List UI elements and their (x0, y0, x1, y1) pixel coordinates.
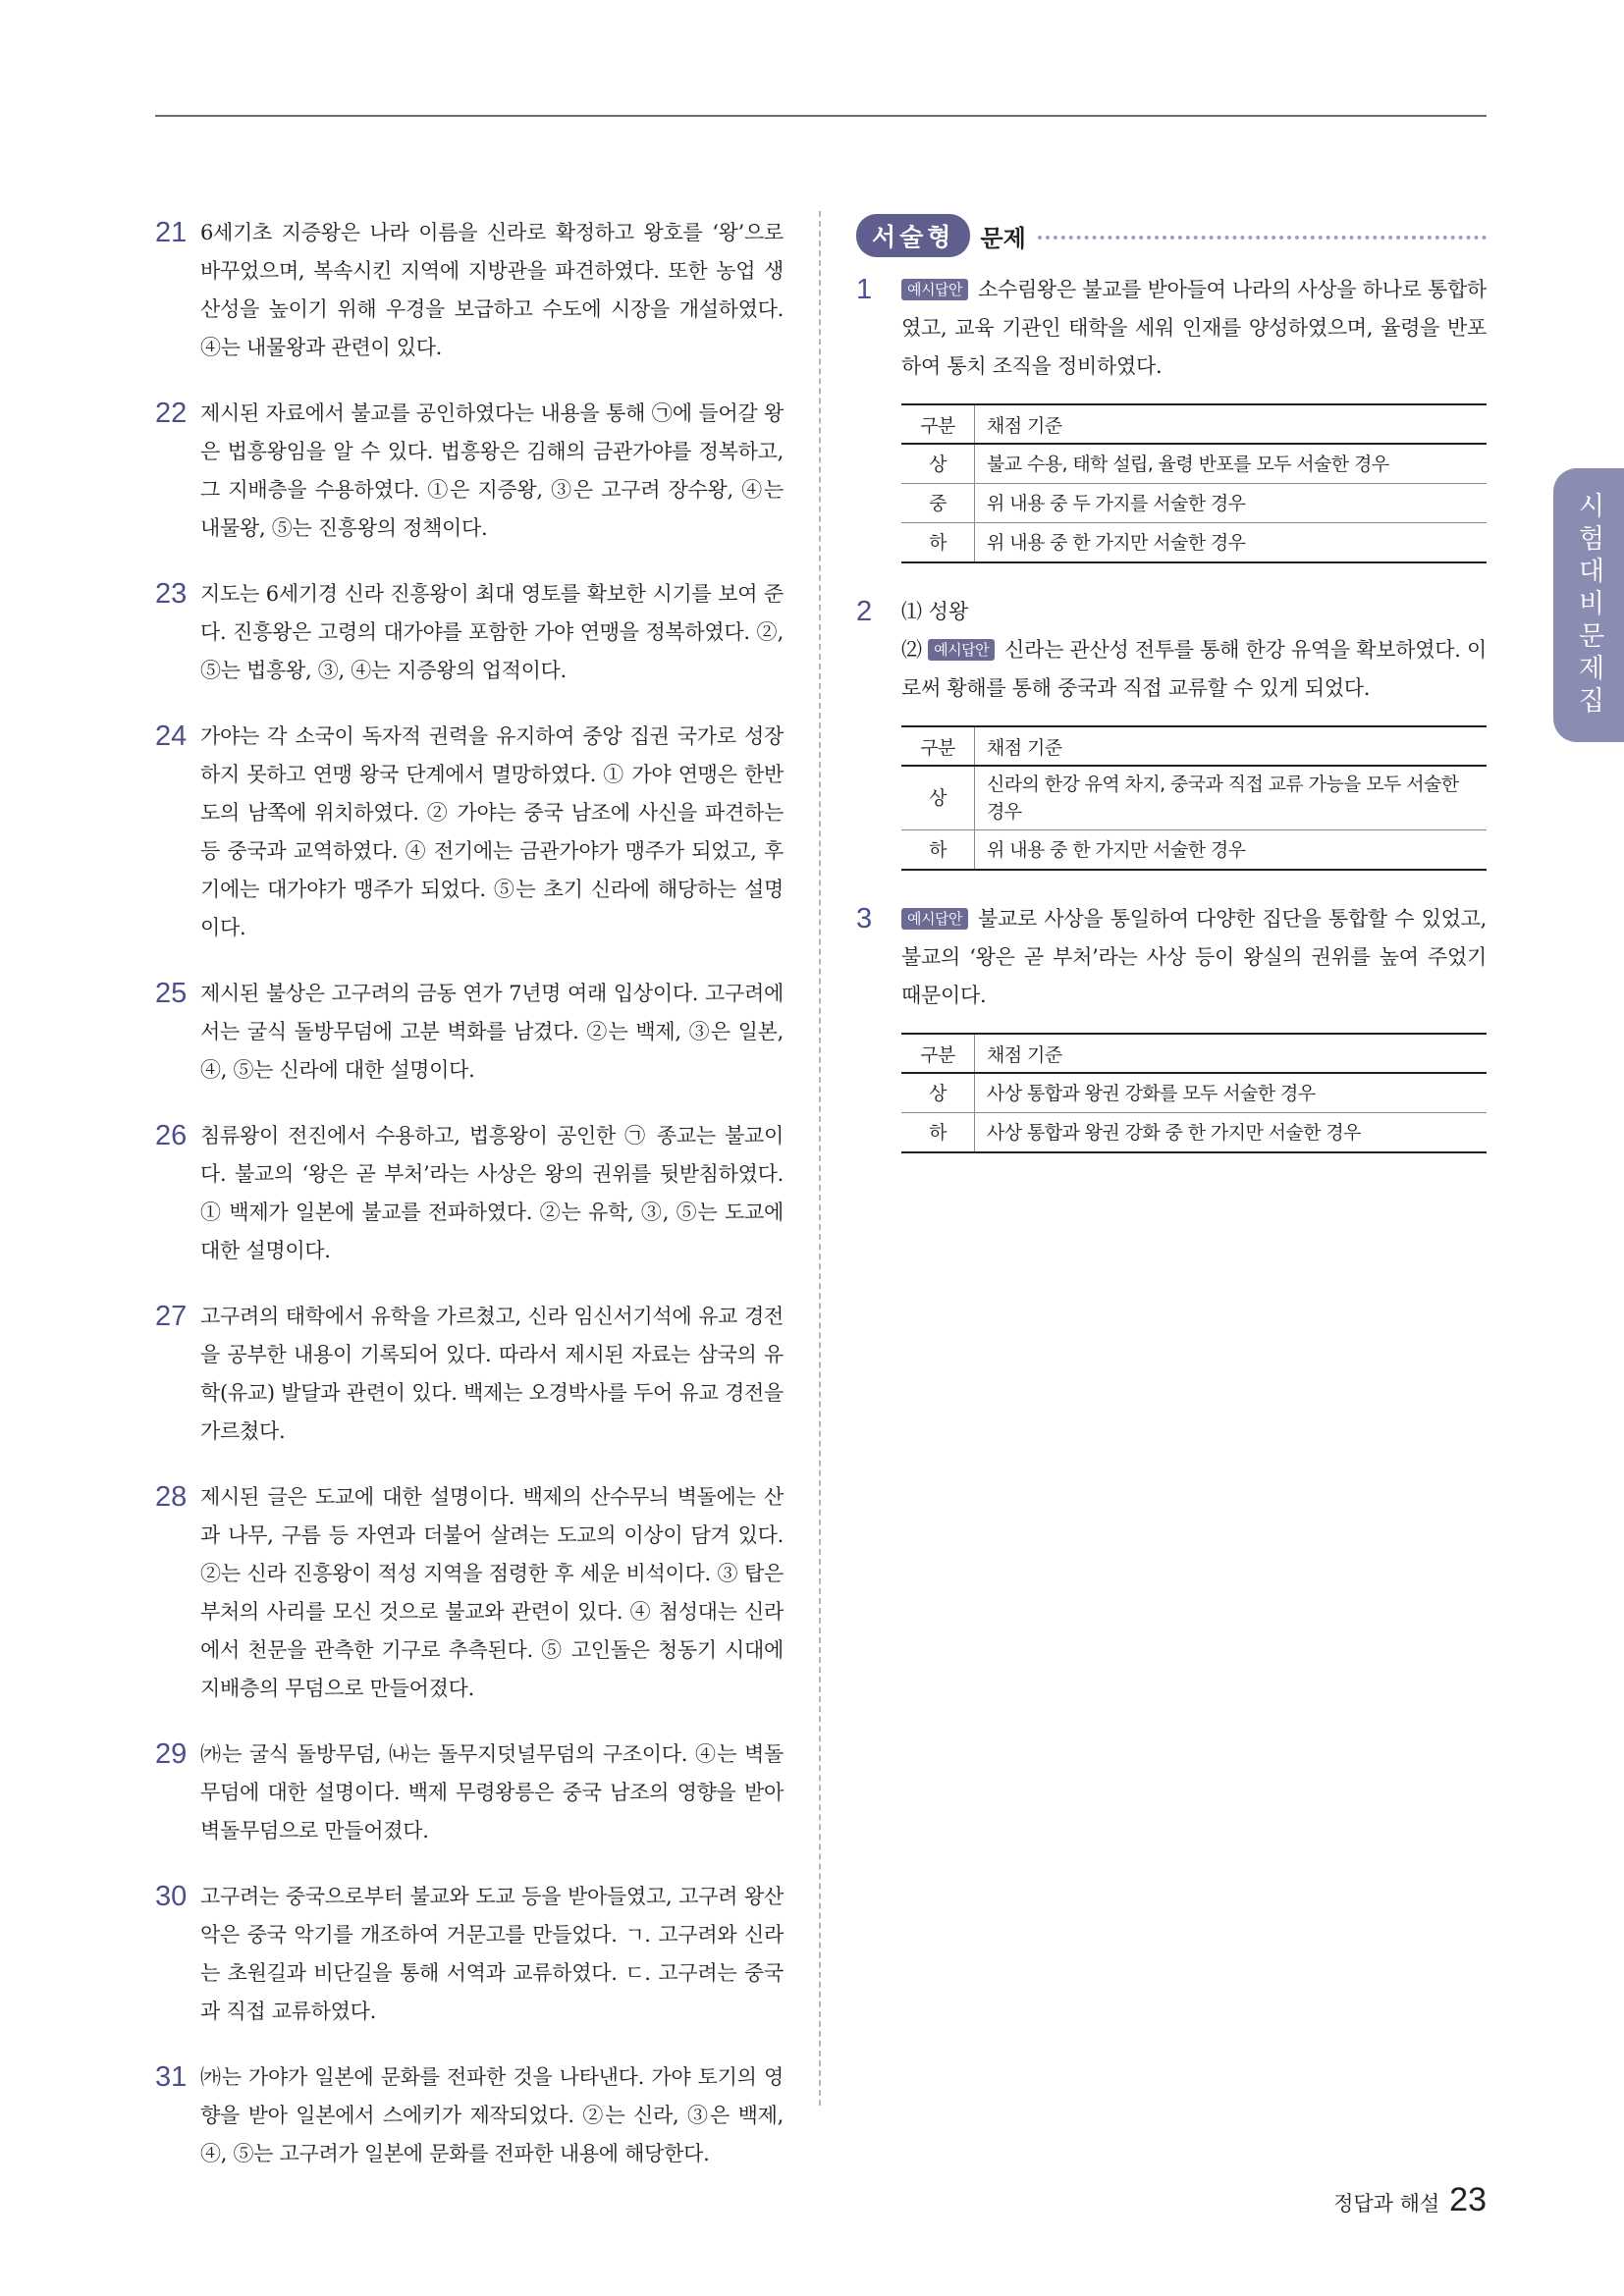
grade-cell: 상 (901, 1073, 975, 1113)
answer-number: 24 (155, 721, 188, 752)
column-divider (819, 211, 821, 2106)
answer-text: 고구려는 중국으로부터 불교와 도교 등을 받아들였고, 고구려 왕산악은 중국 악기를 개조하여 거문고를 만들었다. ㄱ. 고구려와 신라는 초원길과 비단길을 통해 서역과 교류하였다. ㄷ. 고구려는 중국과 직접 교류하였다. (200, 1885, 784, 2023)
question-number: 2 (856, 596, 873, 627)
grading-table (901, 1033, 1487, 1153)
answer-text: 제시된 자료에서 불교를 공인하였다는 내용을 통해 ㉠에 들어갈 왕은 법흥왕임을 알 수 있다. 법흥왕은 김해의 금관가야를 정복하고, 그 지배층을 수용하였다. ①은 지증왕, ③은 고구려 장수왕, ④는 내물왕, ⑤는 진흥왕의 정책이다. (200, 401, 784, 540)
grade-cell: 하 (901, 830, 975, 871)
answer-number: 26 (155, 1120, 188, 1151)
answer-number: 25 (155, 978, 188, 1009)
question-number: 3 (856, 903, 873, 934)
top-rule (155, 115, 1487, 117)
sample-answer-tag: 예시답안 (901, 279, 968, 300)
answer-item (155, 1298, 784, 1451)
answer-item (155, 975, 784, 1090)
answer-item (155, 214, 784, 367)
criteria-cell: 불교 수용, 태학 설립, 율령 반포를 모두 서술한 경우 (975, 444, 1488, 484)
answer-item (155, 395, 784, 548)
sample-answer-text: 소수림왕은 불교를 받아들여 나라의 사상을 하나로 통합하였고, 교육 기관인 태학을 세워 인재를 양성하였으며, 율령을 반포하여 통치 조직을 정비하였다. (901, 278, 1487, 378)
answer-number: 29 (155, 1738, 188, 1770)
answer-text: 지도는 6세기경 신라 진흥왕이 최대 영토를 확보한 시기를 보여 준다. 진흥왕은 고령의 대가야를 포함한 가야 연맹을 정복하였다. ②, ⑤는 법흥왕, ③, ④는 지증왕의 업적이다. (200, 582, 784, 682)
answer-number: 22 (155, 398, 188, 429)
answer-part-2-label: ⑵ (901, 638, 922, 662)
answer-text: 침류왕이 전진에서 수용하고, 법흥왕이 공인한 ㉠ 종교는 불교이다. 불교의 ‘왕은 곧 부처’라는 사상은 왕의 권위를 뒷받침하였다. ① 백제가 일본에 불교를 전파하였다. ②는 유학, ③, ⑤는 도교에 대한 설명이다. (200, 1124, 784, 1262)
grade-cell: 하 (901, 1113, 975, 1153)
grade-cell: 상 (901, 444, 975, 484)
table-row (901, 766, 1487, 830)
sample-answer-tag: 예시답안 (901, 908, 968, 930)
answer-item (155, 718, 784, 947)
criteria-cell: 위 내용 중 한 가지만 서술한 경우 (975, 523, 1488, 563)
page-footer (1333, 2181, 1487, 2219)
table-header-grade: 구분 (901, 726, 975, 766)
answer-number: 27 (155, 1301, 188, 1332)
answer-number: 23 (155, 578, 188, 610)
table-header-criteria: 채점 기준 (975, 1034, 1488, 1073)
section-title: 문제 (980, 224, 1026, 252)
sample-answer-text: 불교로 사상을 통일하여 다양한 집단을 통합할 수 있었고, 불교의 ‘왕은 곧 부처’라는 사상 등이 왕실의 권위를 높여 주었기 때문이다. (901, 907, 1487, 1007)
footer-label: 정답과 해설 (1333, 2192, 1440, 2216)
table-row (901, 1113, 1487, 1153)
answer-item (155, 2058, 784, 2173)
sample-answer (901, 271, 1487, 386)
answer-number: 30 (155, 1881, 188, 1912)
table-row (901, 523, 1487, 563)
answer-part-1: ⑴ 성왕 (901, 600, 969, 623)
table-row (901, 444, 1487, 484)
table-row (901, 1073, 1487, 1113)
answer-item (155, 1735, 784, 1850)
right-essay-column (856, 214, 1487, 1183)
answer-text: 고구려의 태학에서 유학을 가르쳤고, 신라 임신서기석에 유교 경전을 공부한 내용이 기록되어 있다. 따라서 제시된 자료는 삼국의 유학(유교) 발달과 관련이 있다. 백제는 오경박사를 두어 유교 경전을 가르쳤다. (200, 1305, 784, 1443)
essay-question-1 (856, 271, 1487, 593)
criteria-cell: 사상 통합과 왕권 강화를 모두 서술한 경우 (975, 1073, 1488, 1113)
criteria-cell: 위 내용 중 두 가지를 서술한 경우 (975, 484, 1488, 523)
chapter-side-tab (1553, 468, 1624, 742)
dotted-leader (1038, 236, 1487, 240)
sample-answer-tag: 예시답안 (928, 639, 995, 661)
answer-number: 21 (155, 217, 188, 248)
criteria-cell: 위 내용 중 한 가지만 서술한 경우 (975, 830, 1488, 871)
grading-table (901, 403, 1487, 563)
answer-item (155, 1878, 784, 2031)
table-row (901, 484, 1487, 523)
criteria-cell: 사상 통합과 왕권 강화 중 한 가지만 서술한 경우 (975, 1113, 1488, 1153)
grade-cell: 하 (901, 523, 975, 563)
answer-text: 제시된 글은 도교에 대한 설명이다. 백제의 산수무늬 벽돌에는 산과 나무, 구름 등 자연과 더불어 살려는 도교의 이상이 담겨 있다. ②는 신라 진흥왕이 적성 지역을 점령한 후 세운 비석이다. ③ 탑은 부처의 사리를 모신 것으로 불교와 관련이 있다. ④ 첨성대는 신라에서 천문을 관측한 기구로 추측된다. ⑤ 고인돌은 청동기 시대에 지배층의 무덤으로 만들어졌다. (200, 1485, 784, 1700)
section-badge: 서술형 (856, 214, 970, 257)
grading-table (901, 725, 1487, 871)
sample-answer-text: 신라는 관산성 전투를 통해 한강 유역을 확보하였다. 이로써 황해를 통해 중국과 직접 교류할 수 있게 되었다. (901, 638, 1487, 700)
answer-item (155, 1478, 784, 1708)
page-number: 23 (1449, 2181, 1487, 2218)
grade-cell: 상 (901, 766, 975, 830)
answer-text: 제시된 불상은 고구려의 금동 연가 7년명 여래 입상이다. 고구려에서는 굴식 돌방무덤에 고분 벽화를 남겼다. ②는 백제, ③은 일본, ④, ⑤는 신라에 대한 설명이다. (200, 982, 784, 1082)
sample-answer (901, 900, 1487, 1015)
left-answer-column (155, 214, 784, 2201)
question-number: 1 (856, 274, 873, 305)
criteria-cell: 신라의 한강 유역 차지, 중국과 직접 교류 가능을 모두 서술한 경우 (975, 766, 1488, 830)
side-tab-label: 시험대비문제집 (1573, 492, 1604, 719)
answer-item (155, 1117, 784, 1270)
sample-answer (901, 631, 1487, 708)
essay-question-2 (856, 593, 1487, 900)
answer-text: ㈎는 가야가 일본에 문화를 전파한 것을 나타낸다. 가야 토기의 영향을 받아 일본에서 스에키가 제작되었다. ②는 신라, ③은 백제, ④, ⑤는 고구려가 일본에 문화를 전파한 내용에 해당한다. (200, 2065, 784, 2165)
answer-text: 가야는 각 소국이 독자적 권력을 유지하여 중앙 집권 국가로 성장하지 못하고 연맹 왕국 단계에서 멸망하였다. ① 가야 연맹은 한반도의 남쪽에 위치하였다. ② 가야는 중국 남조에 사신을 파견하는 등 중국과 교역하였다. ④ 전기에는 금관가야가 맹주가 되었고, 후기에는 대가야가 맹주가 되었다. ⑤는 초기 신라에 해당하는 설명이다. (200, 724, 784, 939)
answer-item (155, 575, 784, 690)
table-header-criteria: 채점 기준 (975, 404, 1488, 444)
table-header-grade: 구분 (901, 1034, 975, 1073)
table-header-criteria: 채점 기준 (975, 726, 1488, 766)
answer-number: 28 (155, 1481, 188, 1513)
essay-question-3 (856, 900, 1487, 1183)
answer-text: 6세기초 지증왕은 나라 이름을 신라로 확정하고 왕호를 ‘왕’으로 바꾸었으며, 복속시킨 지역에 지방관을 파견하였다. 또한 농업 생산성을 높이기 위해 우경을 보급하고 수도에 시장을 개설하였다. ④는 내물왕과 관련이 있다. (200, 221, 784, 359)
answer-text: ㈎는 굴식 돌방무덤, ㈏는 돌무지덧널무덤의 구조이다. ④는 벽돌무덤에 대한 설명이다. 백제 무령왕릉은 중국 남조의 영향을 받아 벽돌무덤으로 만들어졌다. (200, 1742, 784, 1842)
table-row (901, 830, 1487, 871)
answer-number: 31 (155, 2061, 188, 2093)
grade-cell: 중 (901, 484, 975, 523)
section-header (856, 214, 1487, 257)
table-header-grade: 구분 (901, 404, 975, 444)
